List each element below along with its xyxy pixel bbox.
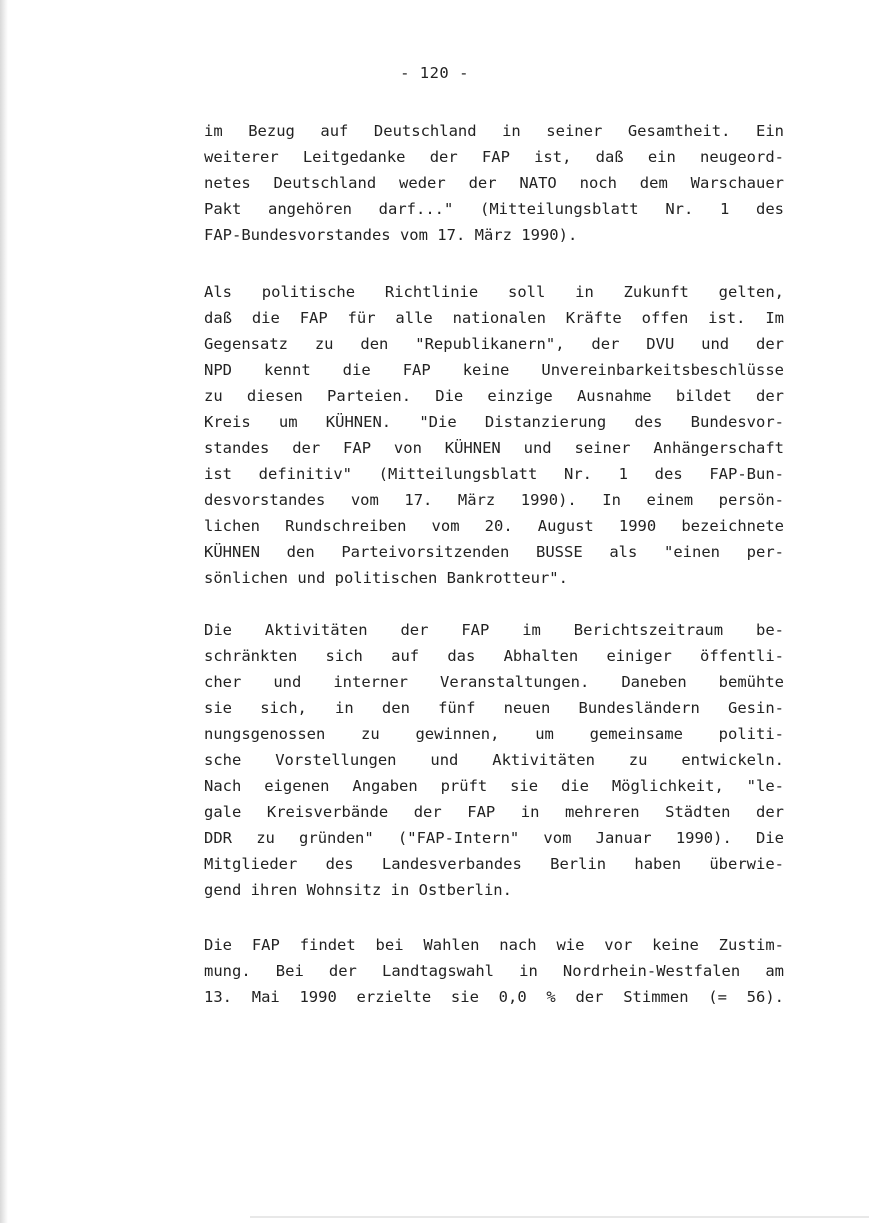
text-line: Gegensatz zu den "Republikanern", der DVU und der bbox=[204, 335, 784, 353]
text-line: gend ihren Wohnsitz in Ostberlin. bbox=[204, 881, 512, 899]
text-line: sönlichen und politischen Bankrotteur". bbox=[204, 569, 568, 587]
text-line: daß die FAP für alle nationalen Kräfte offen ist. Im bbox=[204, 309, 784, 327]
page-number: - 120 - bbox=[400, 64, 469, 82]
text-line: weiterer Leitgedanke der FAP ist, daß ein neugeord- bbox=[204, 148, 784, 166]
text-line: im Bezug auf Deutschland in seiner Gesamtheit. Ein bbox=[204, 122, 784, 140]
text-line: NPD kennt die FAP keine Unvereinbarkeitsbeschlüsse bbox=[204, 361, 784, 379]
text-line: Nach eigenen Angaben prüft sie die Möglichkeit, "le- bbox=[204, 777, 784, 795]
text-line: mung. Bei der Landtagswahl in Nordrhein-Westfalen am bbox=[204, 962, 784, 980]
text-line: DDR zu gründen" ("FAP-Intern" vom Januar 1990). Die bbox=[204, 829, 784, 847]
paragraph-4 bbox=[204, 932, 784, 1010]
paragraph-1 bbox=[204, 118, 784, 248]
text-line: netes Deutschland weder der NATO noch dem Warschauer bbox=[204, 174, 784, 192]
text-line: Die Aktivitäten der FAP im Berichtszeitraum be- bbox=[204, 621, 784, 639]
text-line: sche Vorstellungen und Aktivitäten zu entwickeln. bbox=[204, 751, 784, 769]
scan-bottom-line bbox=[250, 1216, 869, 1218]
text-line: FAP-Bundesvorstandes vom 17. März 1990). bbox=[204, 226, 578, 244]
scan-shadow-edge bbox=[0, 0, 8, 1223]
text-line: Kreis um KÜHNEN. "Die Distanzierung des Bundesvor- bbox=[204, 413, 784, 431]
text-line: desvorstandes vom 17. März 1990). In einem persön- bbox=[204, 491, 784, 509]
text-line: Pakt angehören darf..." (Mitteilungsblatt Nr. 1 des bbox=[204, 200, 784, 218]
text-line: Als politische Richtlinie soll in Zukunft gelten, bbox=[204, 283, 784, 301]
text-line: schränkten sich auf das Abhalten einiger öffentli- bbox=[204, 647, 784, 665]
text-line: 13. Mai 1990 erzielte sie 0,0 % der Stimmen (= 56). bbox=[204, 988, 784, 1006]
text-line: nungsgenossen zu gewinnen, um gemeinsame politi- bbox=[204, 725, 784, 743]
paragraph-2 bbox=[204, 279, 784, 591]
text-line: zu diesen Parteien. Die einzige Ausnahme bildet der bbox=[204, 387, 784, 405]
text-line: standes der FAP von KÜHNEN und seiner Anhängerschaft bbox=[204, 439, 784, 457]
text-line: KÜHNEN den Parteivorsitzenden BUSSE als "einen per- bbox=[204, 543, 784, 561]
text-line: cher und interner Veranstaltungen. Daneben bemühte bbox=[204, 673, 784, 691]
text-line: lichen Rundschreiben vom 20. August 1990 bezeichnete bbox=[204, 517, 784, 535]
text-line: Die FAP findet bei Wahlen nach wie vor keine Zustim- bbox=[204, 936, 784, 954]
paragraph-3 bbox=[204, 617, 784, 903]
text-line: ist definitiv" (Mitteilungsblatt Nr. 1 des FAP-Bun- bbox=[204, 465, 784, 483]
text-line: gale Kreisverbände der FAP in mehreren Städten der bbox=[204, 803, 784, 821]
text-line: sie sich, in den fünf neuen Bundesländern Gesin- bbox=[204, 699, 784, 717]
text-line: Mitglieder des Landesverbandes Berlin haben überwie- bbox=[204, 855, 784, 873]
